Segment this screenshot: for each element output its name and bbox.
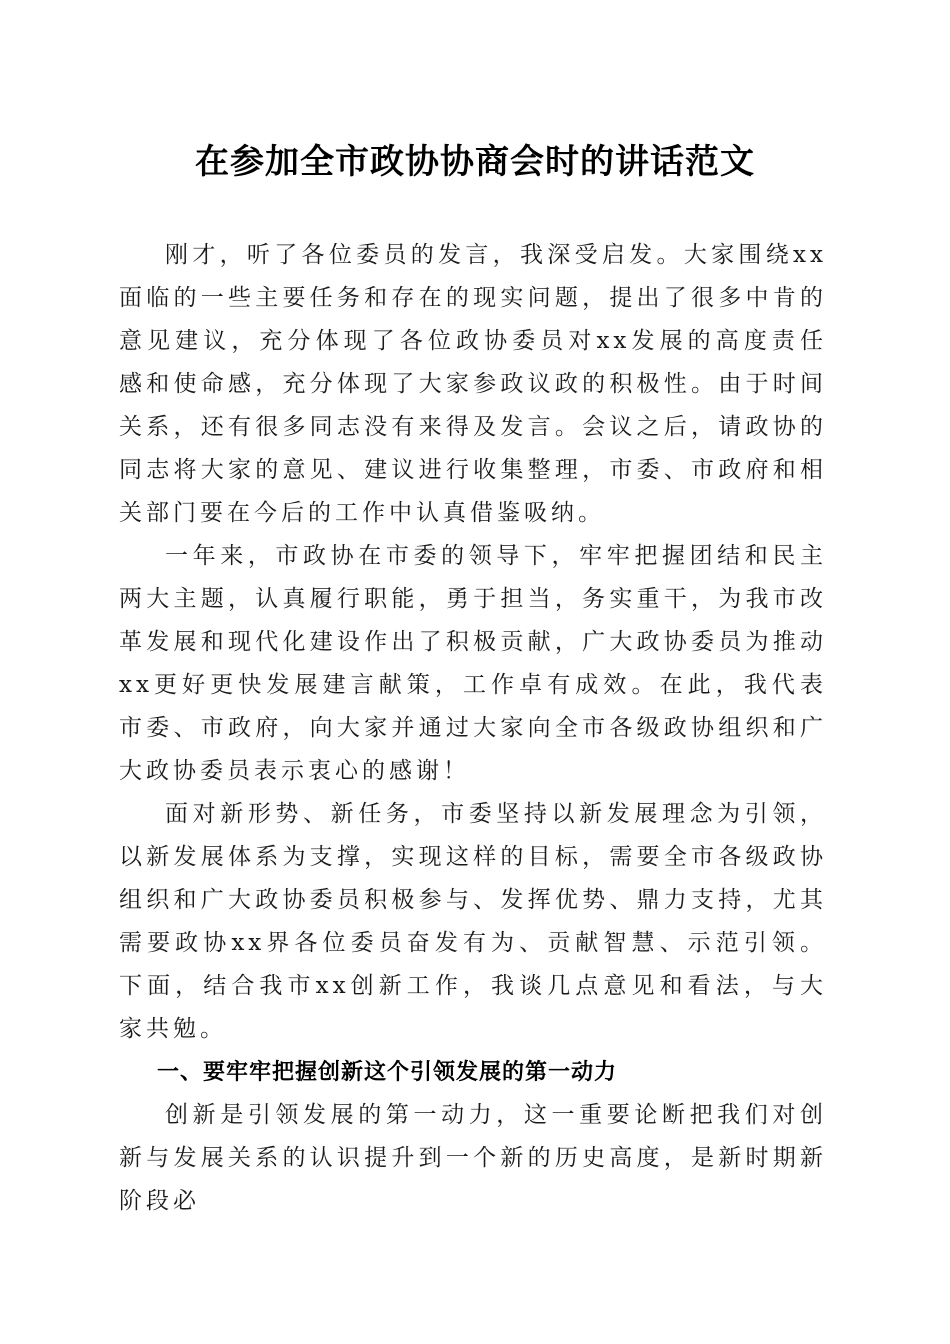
document-title: 在参加全市政协协商会时的讲话范文 xyxy=(195,142,755,182)
section-heading-one: 一、要牢牢把握创新这个引领发展的第一动力 xyxy=(157,1060,618,1085)
paragraph-goals: 面对新形势、新任务，市委坚持以新发展理念为引领，以新发展体系为支撑，实现这样的目标，需要全市各级政协组织和广大政协委员积极参与、发挥优势、鼎力支持，尤其需要政协xx界各位委员奋发有为、贡献智慧、示范引领。下面，结合我市xx创新工作，我谈几点意见和看法，与大家共勉。 xyxy=(119,801,827,1042)
document-body xyxy=(119,234,827,1223)
paragraph-opening: 刚才，听了各位委员的发言，我深受启发。大家围绕xx面临的一些主要任务和存在的现实问题，提出了很多中肯的意见建议，充分体现了各位政协委员对xx发展的高度责任感和使命感，充分体现了大家参政议政的积极性。由于时间关系，还有很多同志没有来得及发言。会议之后，请政协的同志将大家的意见、建议进行收集整理，市委、市政府和相关部门要在今后的工作中认真借鉴吸纳。 xyxy=(119,242,827,526)
paragraph-review: 一年来，市政协在市委的领导下，牢牢把握团结和民主两大主题，认真履行职能，勇于担当，务实重干，为我市改革发展和现代化建设作出了积极贡献，广大政协委员为推动xx更好更快发展建言献策，工作卓有成效。在此，我代表市委、市政府，向大家并通过大家向全市各级政协组织和广大政协委员表示衷心的感谢！ xyxy=(119,543,827,784)
paragraph-innovation: 创新是引领发展的第一动力，这一重要论断把我们对创新与发展关系的认识提升到一个新的历史高度，是新时期新阶段必 xyxy=(119,1102,827,1214)
